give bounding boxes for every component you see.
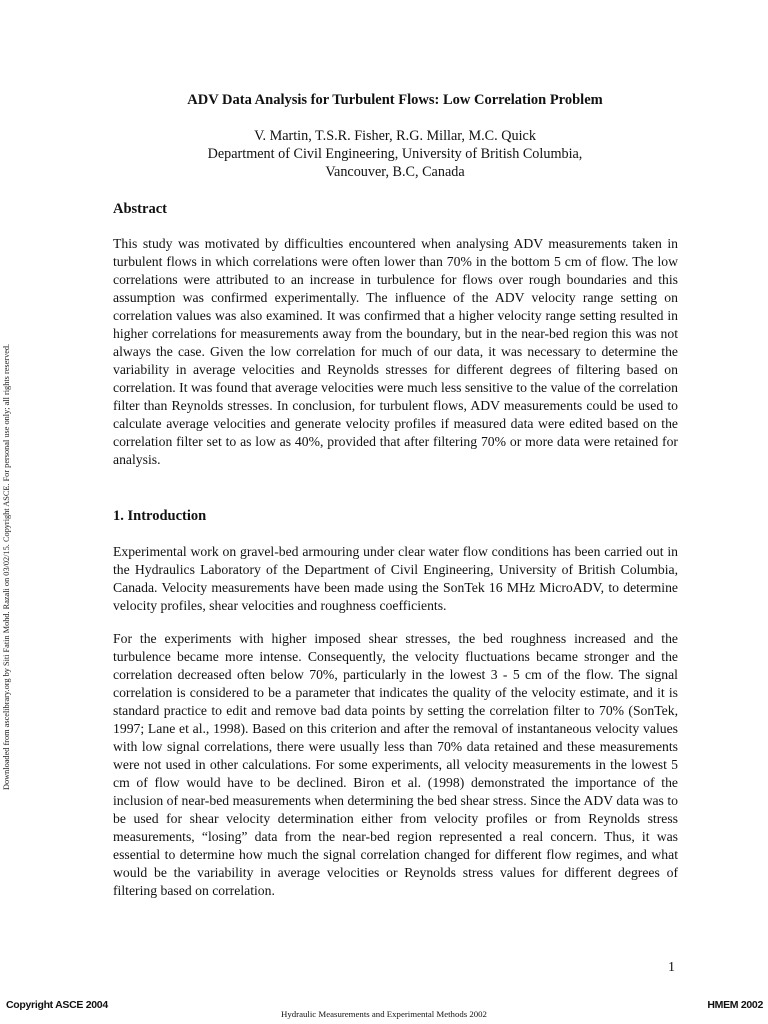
download-notice-text: Downloaded from ascelibrary.org by Siti Fatin Mohd. Razali on 03/02/15. Copyright ASCE. For personal use only; all rights reserved. bbox=[2, 343, 11, 790]
author-names: V. Martin, T.S.R. Fisher, R.G. Millar, M.C. Quick bbox=[254, 128, 536, 144]
introduction-paragraph-2: For the experiments with higher imposed shear stresses, the bed roughness increased and the turbulence became more intense. Consequently, the velocity fluctuations became stronger and the correlation decreased often below 70%, particularly in the lowest 3 - 5 cm of the flow. The signal correlation is considered to be a parameter that indicates the quality of the velocity estimate, and it is standard practice to edit and remove bad data points by setting the correlation filter to 70% (SonTek, 1997; Lane et al., 1998). Based on this criterion and after the removal of instantaneous velocity values with low signal correlations, there were usually less than 70% data retained and these measurements were not used in other calculations. For some experiments, all velocity measurements in the lowest 5 cm of flow would have to be declined. Biron et al. (1998) demonstrated the importance of the inclusion of near-bed measurements when determining the bed shear stress. Since the ADV data was to be used for shear velocity determination either from velocity profiles or from Reynolds stress measurements, “losing” data from the near-bed region represented a real concern. Thus, it was essential to determine how much the signal correlation changed for different flow regimes, and what would be the variability in average velocities or Reynolds stress values for different degrees of filtering based on correlation. bbox=[113, 631, 678, 898]
page-number: 1 bbox=[668, 960, 675, 975]
abstract-heading: Abstract bbox=[113, 201, 167, 217]
paper-title: ADV Data Analysis for Turbulent Flows: Low Correlation Problem bbox=[187, 92, 603, 108]
footer-proceedings: Hydraulic Measurements and Experimental Methods 2002 bbox=[281, 1009, 487, 1019]
author-block bbox=[0, 127, 768, 181]
footer-copyright: Copyright ASCE 2004 bbox=[6, 999, 108, 1011]
footer-conference: HMEM 2002 bbox=[707, 999, 763, 1011]
author-location: Vancouver, B.C, Canada bbox=[325, 164, 465, 180]
author-affiliation: Department of Civil Engineering, University of British Columbia, bbox=[207, 146, 583, 162]
introduction-paragraph-1: Experimental work on gravel-bed armouring under clear water flow conditions has been carried out in the Hydraulics Laboratory of the Department of Civil Engineering, University of British Columbia, Canada. Velocity measurements have been made using the SonTek 16 MHz MicroADV, to determine velocity profiles, shear velocities and roughness coefficients. bbox=[113, 544, 678, 613]
abstract-text: This study was motivated by difficulties encountered when analysing ADV measurements taken in turbulent flows in which correlations were often lower than 70% in the bottom 5 cm of flow. The low correlations were attributed to an increase in turbulence for flows over rough boundaries and this assumption was confirmed experimentally. The influence of the ADV velocity range setting on correlation values was also examined. It was confirmed that a higher velocity range setting resulted in higher correlations for measurements away from the boundary, but in the near-bed region this was not always the case. Given the low correlation for much of our data, it was necessary to determine the variability in average velocities and Reynolds stresses for different degrees of filtering based on correlation. It was found that average velocities were much less sensitive to the value of the correlation filter than Reynolds stresses. In conclusion, for turbulent flows, ADV measurements could be used to calculate average velocities and generate velocity profiles if measured data were edited based on the correlation filter set to as low as 40%, provided that after filtering 70% or more data were retained for analysis. bbox=[113, 236, 678, 467]
introduction-heading: 1. Introduction bbox=[113, 508, 207, 524]
